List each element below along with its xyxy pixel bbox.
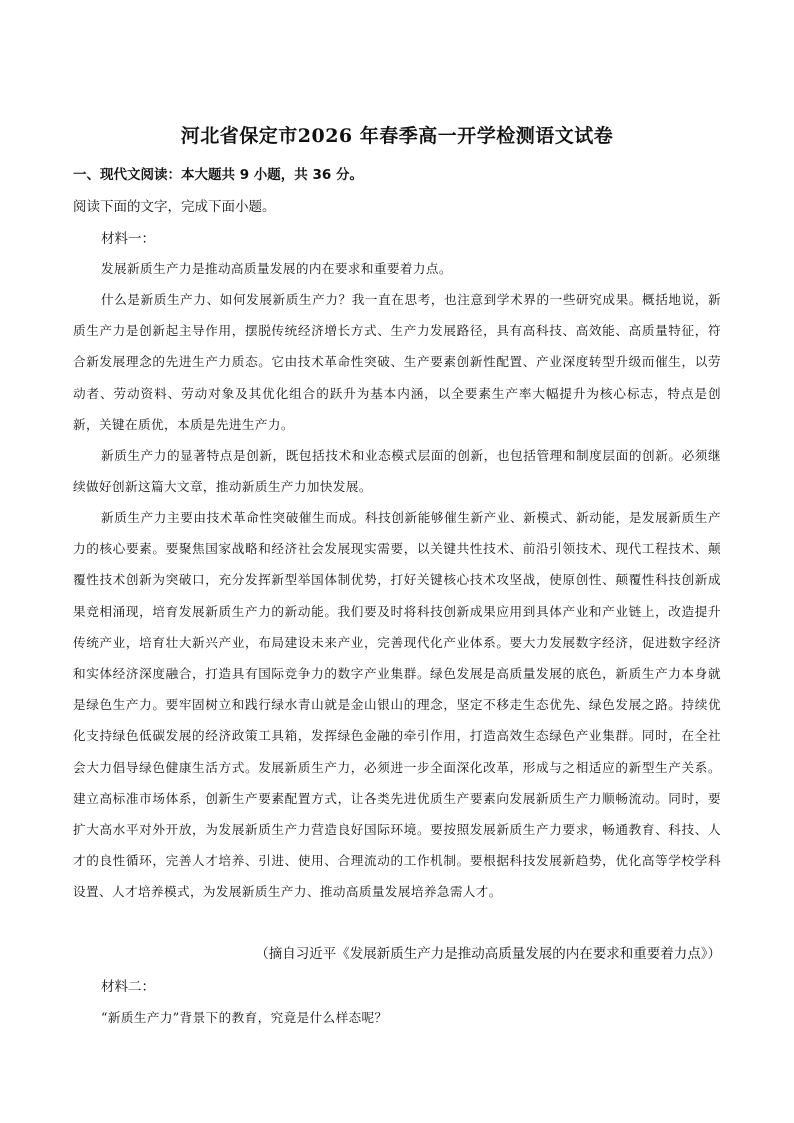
material-one-paragraph: 发展新质生产力是推动高质量发展的内在要求和重要着力点。 — [101, 261, 452, 276]
material-one-label: 材料一： — [101, 231, 155, 247]
exam-title: 河北省保定市2026 年春季高一开学检测语文试卷 — [180, 125, 614, 147]
material-two-label: 材料二： — [101, 979, 155, 995]
material-one-paragraph: 什么是新质生产力、如何发展新质生产力？我一直在思考，也注意到学术界的一些研究成果。概括地说，新质生产力是创新起主导作用，摆脱传统经济增长方式、生产力发展路径，具有高科技、高效能、高质量特征，符合新发展理念的先进生产力质态。它由技术革命性突破、生产要素创新性配置、产业深度转型升级而催生，以劳动者、劳动资料、劳动对象及其优化组合的跃升为基本内涵，以全要素生产率大幅提升为核心标志，特点是创新，关键在质优，本质是先进生产力。 — [73, 292, 721, 432]
section-heading: 一、现代文阅读：本大题共 9 小题，共 36 分。 — [73, 167, 363, 183]
material-one-paragraph: 新质生产力主要由技术革命性突破催生而成。科技创新能够催生新产业、新模式、新动能，是发展新质生产力的核心要素。要聚焦国家战略和经济社会发展现实需要，以关键共性技术、前沿引领技术、现代工程技术、颠覆性技术创新为突破口，充分发挥新型举国体制优势，打好关键核心技术攻坚战，使原创性、颠覆性科技创新成果竞相涌现，培育发展新质生产力的新动能。我们要及时将科技创新成果应用到具体产业和产业链上，改造提升传统产业，培育壮大新兴产业，布局建设未来产业，完善现代化产业体系。要大力发展数字经济，促进数字经济和实体经济深度融合，打造具有国际竞争力的数字产业集群。绿色发展是高质量发展的底色，新质生产力本身就是绿色生产力。要牢固树立和践行绿水青山就是金山银山的理念，坚定不移走生态优先、绿色发展之路。持续优化支持绿色低碳发展的经济政策工具箱，发挥绿色金融的牵引作用，打造高效生态绿色产业集群。同时，在全社会大力倡导绿色健康生活方式。发展新质生产力，必须进一步全面深化改革，形成与之相适应的新型生产关系。建立高标准市场体系，创新生产要素配置方式，让各类先进优质生产要素向发展新质生产力顺畅流动。同时，要扩大高水平对外开放，为发展新质生产力营造良好国际环境。要按照发展新质生产力要求，畅通教育、科技、人才的良性循环，完善人才培养、引进、使用、合理流动的工作机制。要根据科技发展新趋势，优化高等学校学科设置、人才培养模式，为发展新质生产力、推动高质量发展培养急需人才。 — [73, 510, 721, 900]
material-two-paragraph: “新质生产力”背景下的教育，究竟是什么样态呢？ — [101, 1010, 388, 1025]
reading-instruction: 阅读下面的文字，完成下面小题。 — [73, 199, 276, 215]
material-one-source: （摘自习近平《发展新质生产力是推动高质量发展的内在要求和重要着力点》） — [255, 946, 721, 962]
material-one-paragraph: 新质生产力的显著特点是创新，既包括技术和业态模式层面的创新，也包括管理和制度层面的创新。必须继续做好创新这篇大文章，推动新质生产力加快发展。 — [73, 448, 721, 495]
